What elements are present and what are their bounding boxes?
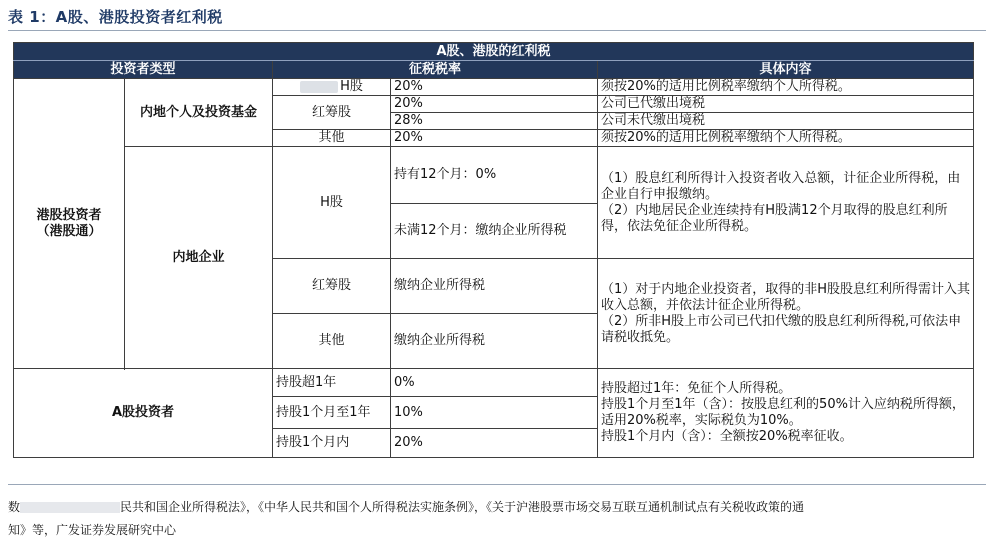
hk-investor-cell: 港股投资者 （港股通） (14, 79, 125, 369)
dividend-tax-table (13, 42, 974, 458)
table-header-row (14, 61, 974, 79)
rate-cell: 10% (391, 397, 598, 429)
rate-cell: 0% (391, 369, 598, 397)
table-caption: 表 1：A股、港股投资者红利税 (8, 8, 223, 26)
stock-type-other: 其他 (273, 314, 391, 369)
stock-type-h: H股 (273, 79, 391, 96)
table-title-row (14, 43, 974, 61)
detail-cell: 须按20%的适用比例税率缴纳个人所得税。 (598, 130, 974, 147)
table-row (14, 369, 974, 397)
stock-type-h: H股 (273, 147, 391, 259)
rate-cell: 缴纳企业所得税 (391, 314, 598, 369)
stock-type-redchip: 红筹股 (273, 259, 391, 314)
rate-cell: 20% (391, 130, 598, 147)
holding-period-cell: 持股1个月至1年 (273, 397, 391, 429)
detail-cell: 持股超过1年：免征个人所得税。 持股1个月至1年（含）：按股息红利的50%计入应纳税所得额，适用20%税率，实际税负为10%。 持股1个月内（含）：全额按20%税率征收。 (598, 369, 974, 458)
blur-mask (20, 502, 120, 513)
stock-type-other: 其他 (273, 130, 391, 147)
caption-rule (8, 30, 986, 31)
header-details: 具体内容 (598, 61, 974, 79)
holding-period-cell: 持股超1年 (273, 369, 391, 397)
detail-cell: （1）对于内地企业投资者，取得的非H股股息红利所得需计入其收入总额，并依法计征企业所得税。 （2）所非H股上市公司已代扣代缴的股息红利所得税,可依法申请税收抵免。 (598, 259, 974, 369)
rate-cell: 20% (391, 96, 598, 113)
header-tax-rate: 征税税率 (273, 61, 598, 79)
rate-cell: 持有12个月：0% (391, 147, 598, 204)
blur-mask (300, 81, 338, 93)
rate-cell: 28% (391, 113, 598, 130)
table-title: A股、港股的红利税 (14, 43, 974, 61)
rate-cell: 20% (391, 429, 598, 458)
detail-cell: 公司未代缴出境税 (598, 113, 974, 130)
table-row (14, 79, 974, 96)
header-investor-type: 投资者类型 (14, 61, 273, 79)
a-investor-cell: A股投资者 (14, 369, 273, 458)
hk-enterprise-label: 内地企业 (125, 147, 273, 369)
rate-cell: 缴纳企业所得税 (391, 259, 598, 314)
detail-cell: 公司已代缴出境税 (598, 96, 974, 113)
rate-cell: 未满12个月：缴纳企业所得税 (391, 204, 598, 259)
source-note: 数 民共和国企业所得税法》，《中华人民共和国个人所得税法实施条例》，《关于沪港股票市场交易互联互通机制试点有关税收政策的通 知》等，广发证券发展研究中心 (8, 500, 805, 537)
holding-period-cell: 持股1个月内 (273, 429, 391, 458)
hk-individual-label: 内地个人及投资基金 (125, 79, 273, 147)
detail-cell: （1）股息红利所得计入投资者收入总额，计征企业所得税，由企业自行申报缴纳。 （2）内地居民企业连续持有H股满12个月取得的股息红利所得，依法免征企业所得税。 (598, 147, 974, 259)
table-row (14, 147, 974, 204)
source-rule (8, 484, 986, 485)
stock-type-redchip: 红筹股 (273, 96, 391, 130)
detail-cell: 须按20%的适用比例税率缴纳个人所得税。 (598, 79, 974, 96)
rate-cell: 20% (391, 79, 598, 96)
